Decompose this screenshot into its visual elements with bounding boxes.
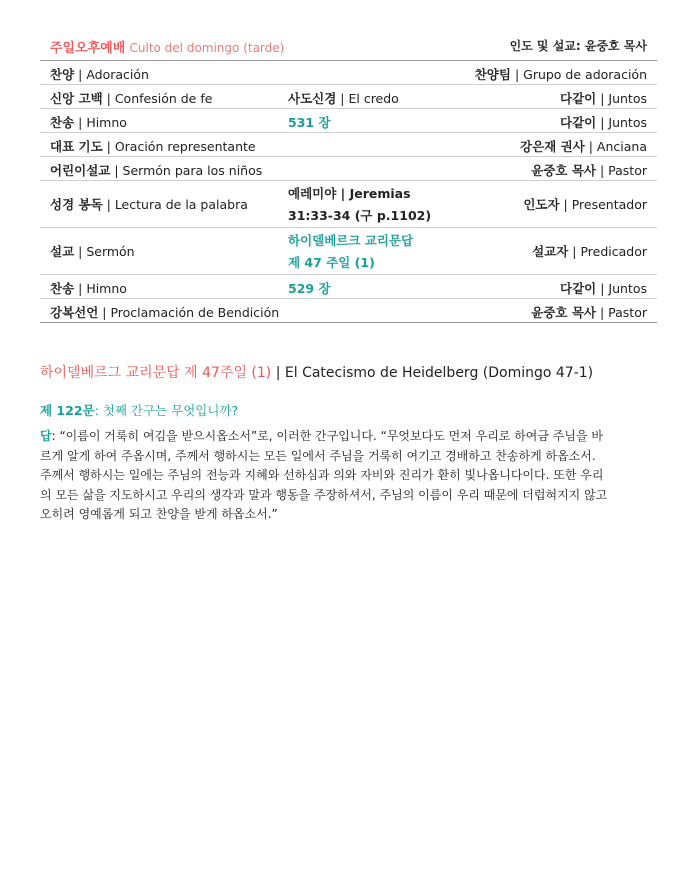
scripture-book: 예레미야 | Jeremias (288, 186, 411, 201)
order-row-benediction (40, 299, 657, 323)
order-item-es: | Oración representante (102, 139, 256, 154)
order-item-es: | Confesión de fe (102, 91, 213, 106)
order-item-es: | Sermón (74, 244, 135, 259)
order-item-ko: 찬양 (50, 67, 75, 82)
order-leader-es: | Juntos (596, 91, 647, 106)
order-item-ko: 대표 기도 (50, 139, 103, 154)
service-title (50, 37, 284, 56)
order-item-ko: 성경 봉독 (50, 197, 103, 212)
catechism-question (40, 401, 238, 419)
order-detail-es: | El credo (336, 91, 399, 106)
order-row-scripture-reading (40, 181, 657, 228)
order-leader-es: | Juntos (596, 281, 647, 296)
order-leader-ko: 찬양팀 (474, 67, 511, 82)
question-label: 제 122문 (40, 403, 95, 418)
answer-text: : “이름이 거룩히 여김을 받으시옵소서”로, 이러한 간구입니다. “무엇보다도 먼저 우리로 하여금 주님을 바르게 알게 하여 주옵시며, 주께서 행하시는 모든 일에서 주님을 거룩히 여기고 경배하고 찬송하게 하옵소서. 주께서 행하시는 일에는 주님의 전능과 지혜와 선하심과 의와 자비와 진리가 환히 빛나옵니다이다. 또한 우리의 모든 삶을 지도하시고 우리의 생각과 말과 행동을 주장하셔서, 주님의 이름이 우리 때문에 더럽혀지지 않고 오히려 영예롭게 되고 찬양을 받게 하옵소서.” (40, 429, 608, 521)
question-text: : 첫째 간구는 무엇입니까? (94, 403, 239, 418)
order-leader-ko: 다같이 (560, 281, 597, 296)
order-row-prayer (40, 133, 657, 157)
order-item-es: | Lectura de la palabra (102, 197, 248, 212)
order-leader-es: | Anciana (584, 139, 647, 154)
order-leader-ko: 다같이 (560, 115, 597, 130)
catechism-title-es: | El Catecismo de Heidelberg (Domingo 47-1) (271, 365, 594, 381)
order-detail-ko: 사도신경 (288, 91, 337, 106)
service-leader: 인도 및 설교: 윤중호 목사 (509, 39, 647, 53)
order-item-ko: 어린이설교 (50, 163, 111, 178)
order-item-es: | Proclamación de Bendición (98, 305, 280, 320)
order-leader-ko: 윤중호 목사 (531, 305, 596, 320)
order-leader-ko: 다같이 (560, 91, 597, 106)
order-item-es: | Himno (74, 115, 127, 130)
order-leader-ko: 인도자 (523, 197, 560, 212)
catechism-title-ko: 하이델베르그 교리문답 제 47주일 (1) (40, 365, 272, 381)
order-row-hymn-2 (40, 275, 657, 299)
order-leader-es: | Grupo de adoración (510, 67, 647, 82)
answer-label: 답 (40, 429, 52, 443)
scripture-reference: 31:33-34 (구 p.1102) (288, 208, 432, 223)
order-leader-ko: 윤중호 목사 (531, 163, 596, 178)
order-leader-es: | Presentador (559, 197, 647, 212)
sermon-title: 하이델베르크 교리문답 (288, 233, 414, 248)
order-leader-ko: 설교자 (532, 244, 569, 259)
hymn-number: 531 장 (288, 115, 331, 130)
catechism-answer (40, 427, 610, 525)
order-item-ko: 찬송 (50, 115, 75, 130)
order-leader-es: | Juntos (596, 115, 647, 130)
order-row-sermon (40, 228, 657, 275)
catechism-title (40, 362, 593, 382)
order-item-ko: 설교 (50, 244, 75, 259)
order-row-children-sermon (40, 157, 657, 181)
hymn-number: 529 장 (288, 281, 331, 296)
order-row-adoration (40, 61, 657, 85)
order-item-es: | Himno (74, 281, 127, 296)
order-leader-es: | Pastor (596, 305, 647, 320)
order-leader-es: | Predicador (568, 244, 647, 259)
service-title-ko: 주일오후예배 (50, 41, 126, 56)
order-leader-es: | Pastor (596, 163, 647, 178)
service-title-es: Culto del domingo (tarde) (129, 41, 285, 55)
order-leader-ko: 강은재 권사 (520, 139, 585, 154)
order-row-confession (40, 85, 657, 109)
order-item-es: | Adoración (74, 67, 149, 82)
order-item-ko: 신앙 고백 (50, 91, 103, 106)
order-item-es: | Sermón para los niños (110, 163, 263, 178)
order-row-hymn-1 (40, 109, 657, 133)
sermon-subtitle: 제 47 주일 (1) (288, 255, 375, 270)
order-item-ko: 찬송 (50, 281, 75, 296)
order-of-worship (40, 60, 657, 323)
service-header (40, 0, 657, 60)
bulletin-page (40, 0, 657, 521)
order-item-ko: 강복선언 (50, 305, 99, 320)
